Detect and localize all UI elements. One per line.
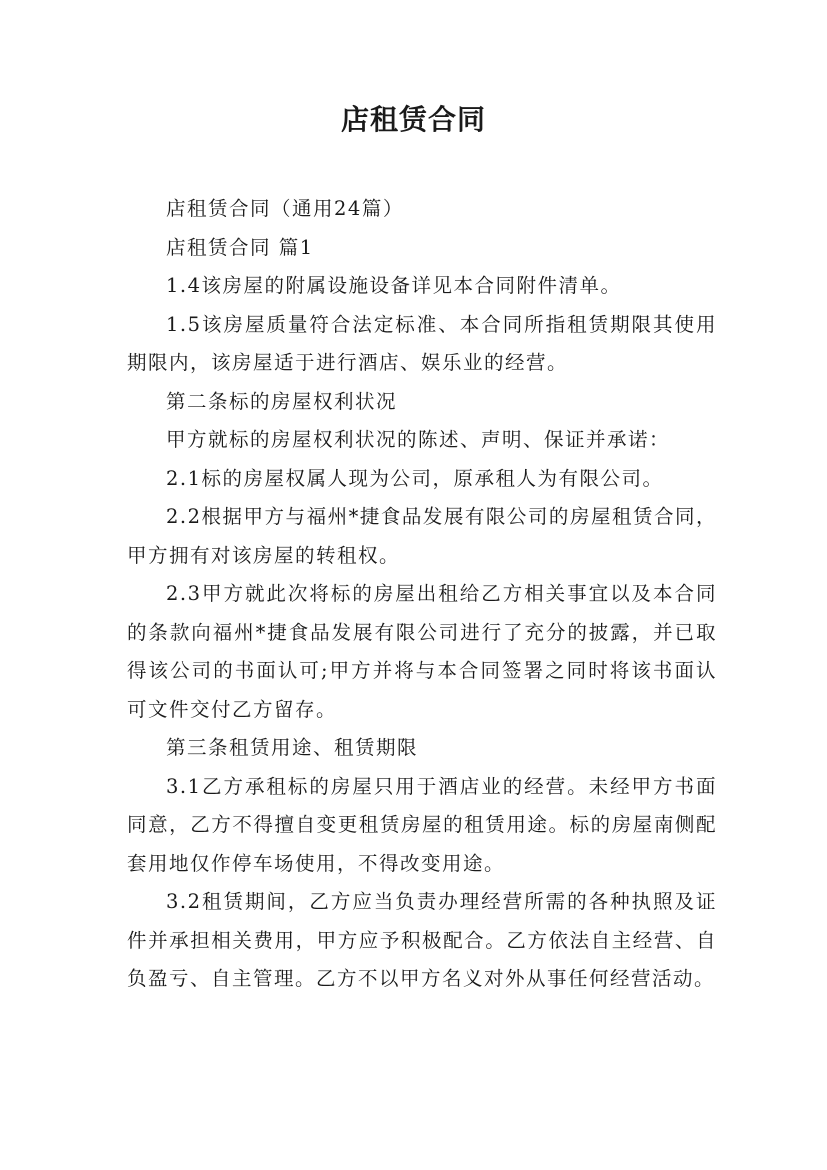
paragraph-clause-3-1: 3.1乙方承租标的房屋只用于酒店业的经营。未经甲方书面同意，乙方不得擅自变更租赁房屋的租赁用途。标的房屋南侧配套用地仅作停车场使用，不得改变用途。 (127, 774, 717, 875)
paragraph-article-2-intro: 甲方就标的房屋权利状况的陈述、声明、保证并承诺： (166, 428, 671, 451)
paragraph-subtitle: 店租赁合同（通用24篇） (166, 197, 404, 220)
document-body (127, 190, 717, 999)
paragraph-clause-2-2: 2.2根据甲方与福州*捷食品发展有限公司的房屋租赁合同，甲方拥有对该房屋的转租权。 (127, 505, 717, 567)
paragraph-clause-1-4: 1.4该房屋的附属设施设备详见本合同附件清单。 (166, 274, 622, 297)
paragraph-article-2-heading: 第二条标的房屋权利状况 (166, 389, 398, 413)
paragraph-article-3-heading: 第三条租赁用途、租赁期限 (166, 736, 419, 759)
paragraph-section-heading: 店租赁合同 篇1 (166, 235, 314, 259)
paragraph-clause-2-1: 2.1标的房屋权属人现为公司，原承租人为有限公司。 (166, 466, 664, 490)
paragraph-clause-2-3: 2.3甲方就此次将标的房屋出租给乙方相关事宜以及本合同的条款向福州*捷食品发展有限公司进行了充分的披露，并已取得该公司的书面认可;甲方并将与本合同签署之同时将该书面认可文件交付乙方留存。 (127, 582, 717, 721)
paragraph-clause-3-2: 3.2租赁期间，乙方应当负责办理经营所需的各种执照及证件并承担相关费用，甲方应予积极配合。乙方依法自主经营、自负盈亏、自主管理。乙方不以甲方名义对外从事任何经营活动。 (127, 890, 717, 990)
document-title: 店租赁合同 (340, 103, 486, 136)
paragraph-clause-1-5: 1.5该房屋质量符合法定标准、本合同所指租赁期限其使用期限内，该房屋适于进行酒店、娱乐业的经营。 (127, 312, 717, 374)
